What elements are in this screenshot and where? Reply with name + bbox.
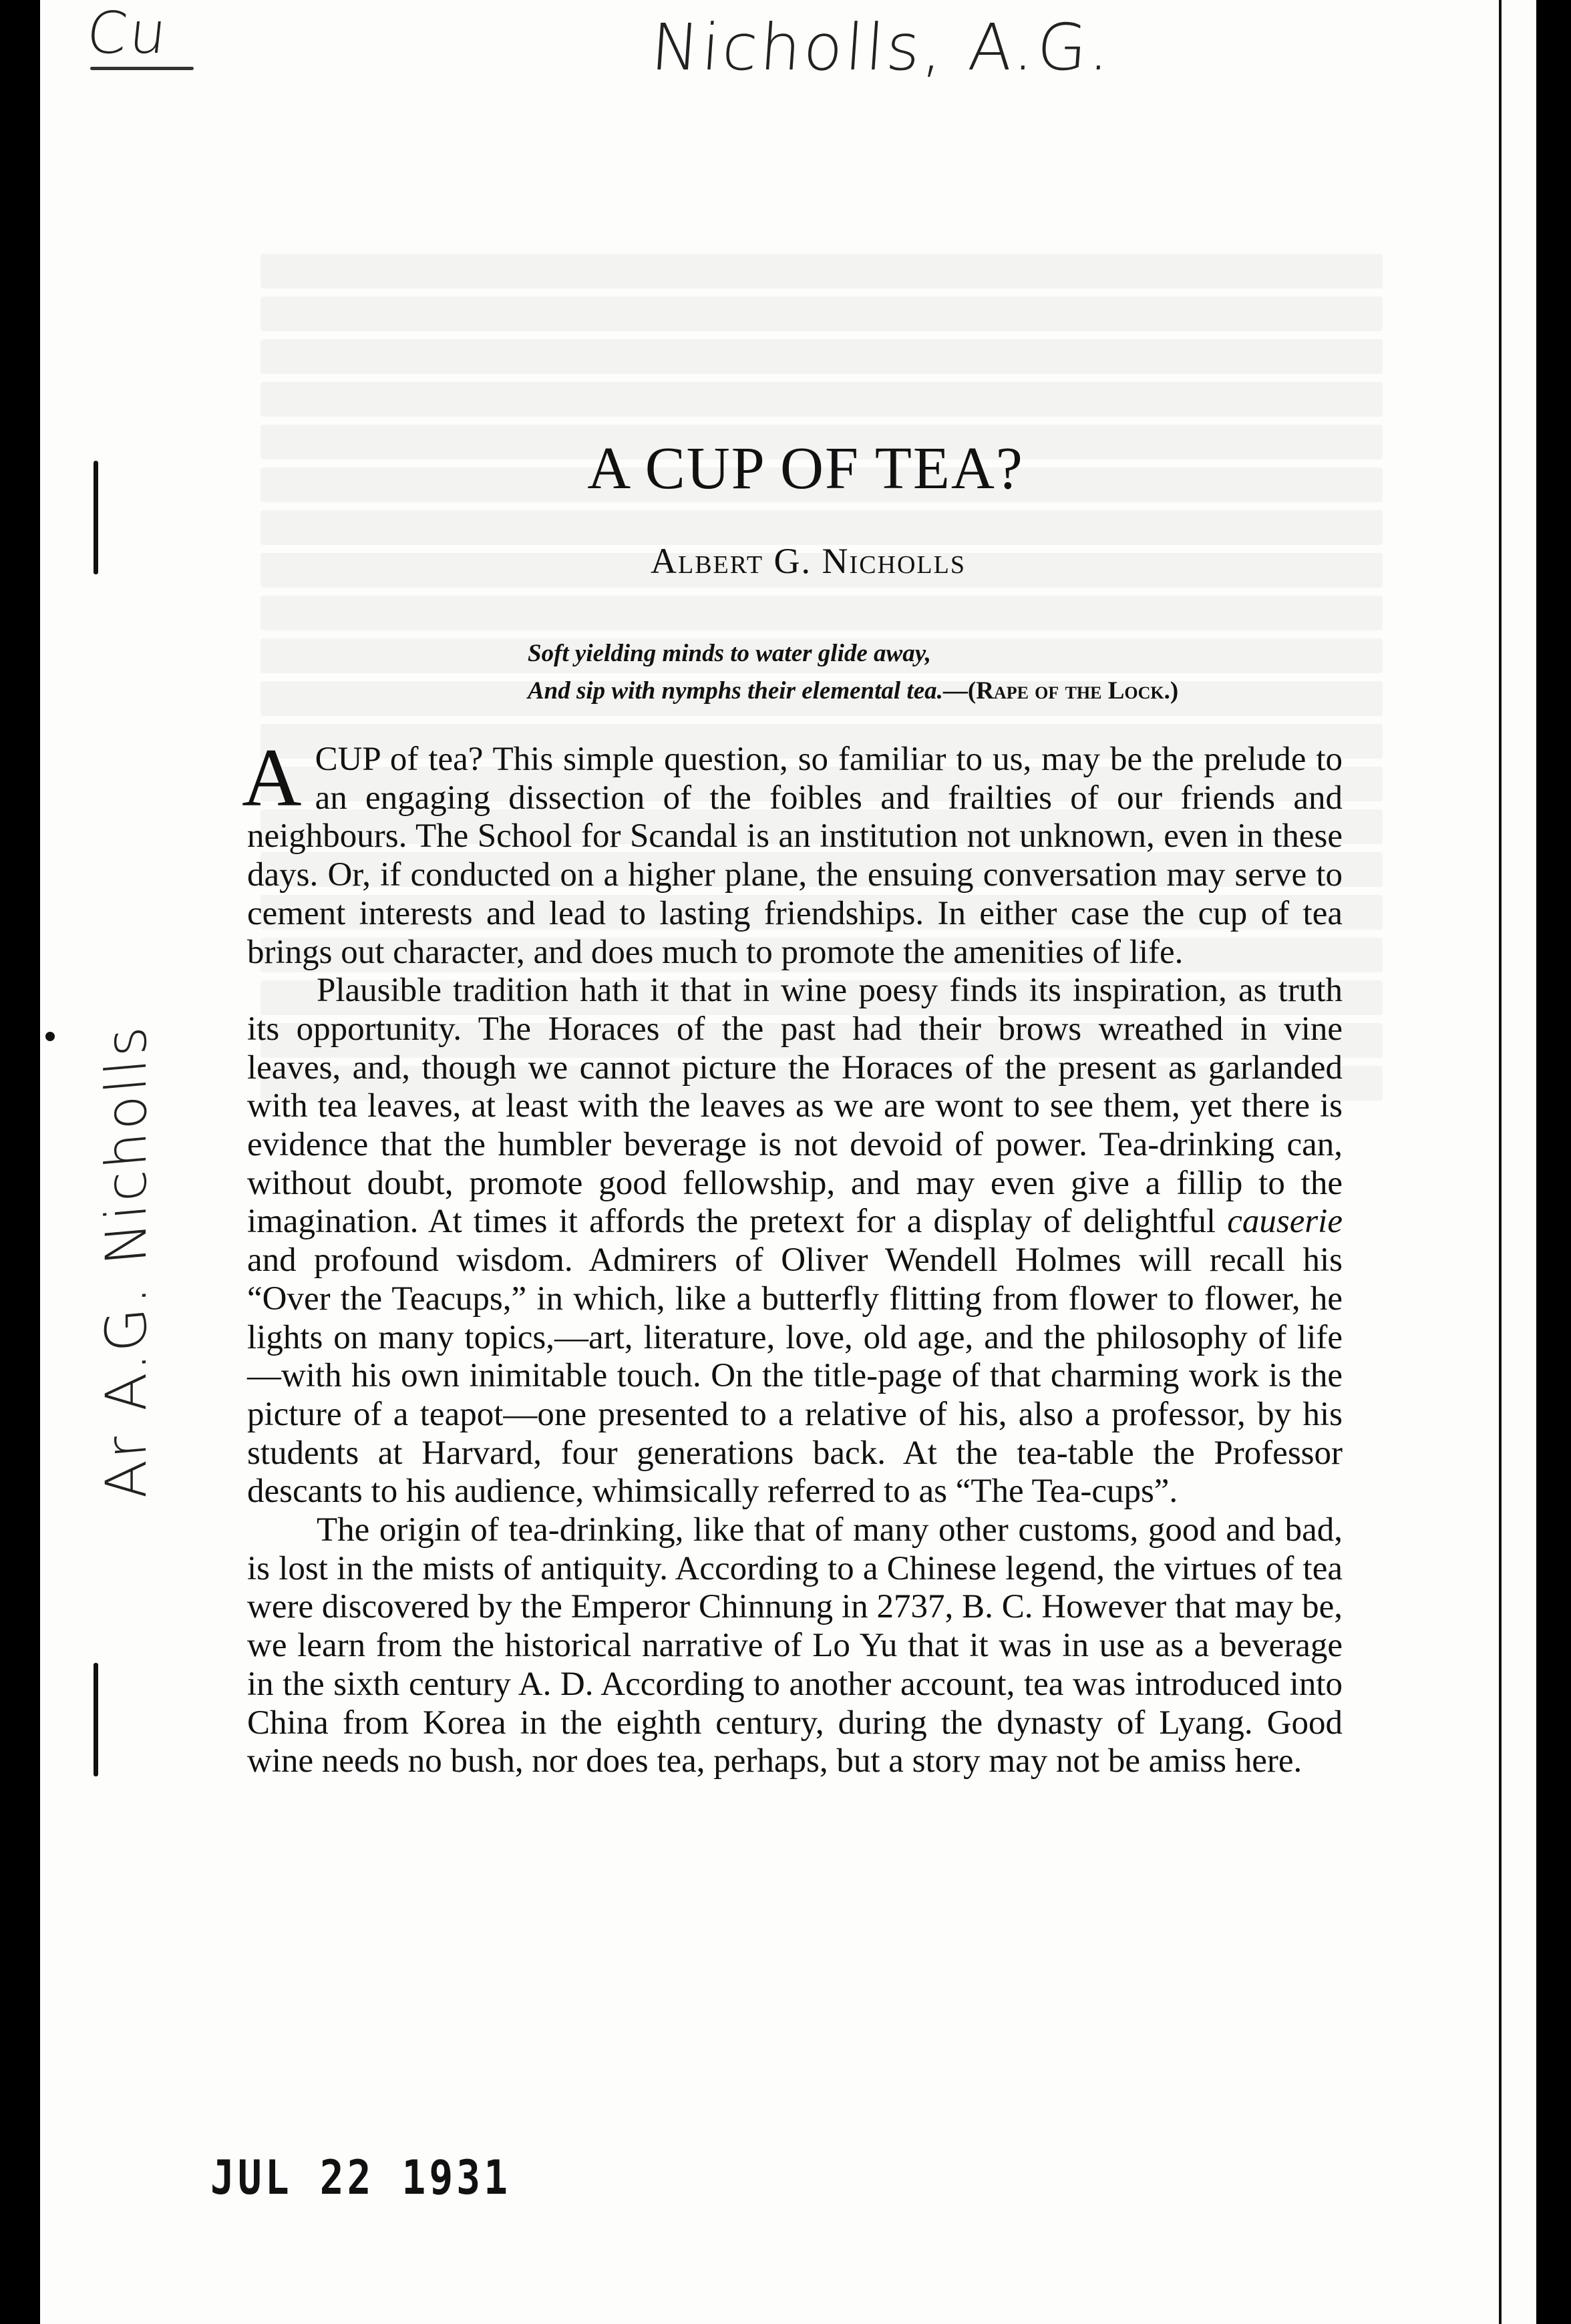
date-stamp: JUL 22 1931	[210, 2150, 512, 2205]
article-author: Albert G. Nicholls	[651, 541, 966, 581]
paragraph-2	[247, 972, 1343, 1511]
paragraph-3	[247, 1511, 1343, 1781]
handwritten-underline	[90, 67, 194, 70]
paper-sheet	[40, 0, 1536, 2324]
drop-cap: A	[242, 732, 302, 823]
epigraph	[247, 635, 1343, 710]
epigraph-line-1: Soft yielding minds to water glide away,	[528, 640, 931, 667]
paragraph-2-part-2: and profound wisdom. Admirers of Oliver Wendell Holmes will recall his “Over the Teacups,” in which, like a butterfly flitting from flower to flower, he lights on many topics,—art, literature, love, old age, and the philosophy of life—with his own inimitable touch. On the title-page of that charming work is the picture of a teapot—one presented to a relative of his, also a professor, by his students at Harvard, four generations back. At the tea-table the Professor descants to his audience, whimsically referred to as “The Tea-cups”.	[247, 1241, 1343, 1511]
margin-mark-upper	[94, 461, 98, 574]
epigraph-source: —(Rape of the Lock.)	[942, 677, 1179, 705]
article-title: A CUP OF TEA?	[587, 435, 1024, 502]
margin-dot	[45, 1032, 55, 1041]
paragraph-1	[242, 732, 1343, 972]
handwritten-corner-note: Cu	[83, 0, 172, 67]
paragraph-2-part-1: Plausible tradition hath it that in wine poesy finds its inspiration, as truth its opportunity. The Horaces of the past had their brows wreathed in vine leaves, and, though we cannot picture the Horaces of the present as garlanded with tea leaves, at least with the leaves as we are wont to see them, yet there is evidence that the humbler beverage is not devoid of power. Tea-drinking can, without doubt, promote good fellowship, and may even give a fillip to the imagination. At times it affords the pretext for a display of delightful	[247, 972, 1343, 1241]
article	[242, 434, 1343, 1781]
paragraph-2-italic: causerie	[1227, 1203, 1343, 1241]
epigraph-line-2	[528, 672, 1343, 710]
paragraph-1-text: CUP of tea? This simple question, so familiar to us, may be the prelude to an engaging dissection of the foibles and frailties of our friends and neighbours. The School for Scandal is an institution not unknown, even in these days. Or, if conducted on a higher plane, the ensuing conversation may serve to cement interests and lead to lasting friendships. In either case the cup of tea brings out character, and does much to promote the amenities of life.	[247, 741, 1343, 971]
handwritten-top-note: Nicholls, A.G.	[649, 10, 1115, 85]
paragraph-3-text: The origin of tea-drinking, like that of many other customs, good and bad, is lost in the mists of antiquity. According to a Chinese legend, the virtues of tea were discovered by the Emperor Chinnung in 2737, B. C. However that may be, we learn from the historical narrative of Lo Yu that it was in use as a beverage in the sixth century A. D. According to another account, tea was introduced into China from Korea in the eighth century, during the dynasty of Lyang. Good wine needs no bush, nor does tea, perhaps, but a story may not be amiss here.	[247, 1511, 1343, 1780]
sheet-right-edge	[1499, 0, 1502, 2324]
margin-mark-lower	[94, 1663, 98, 1776]
handwritten-side-note: Ar A.G. Nicholls	[94, 1022, 159, 1503]
epigraph-line-2-text: And sip with nymphs their elemental tea.	[528, 677, 943, 705]
